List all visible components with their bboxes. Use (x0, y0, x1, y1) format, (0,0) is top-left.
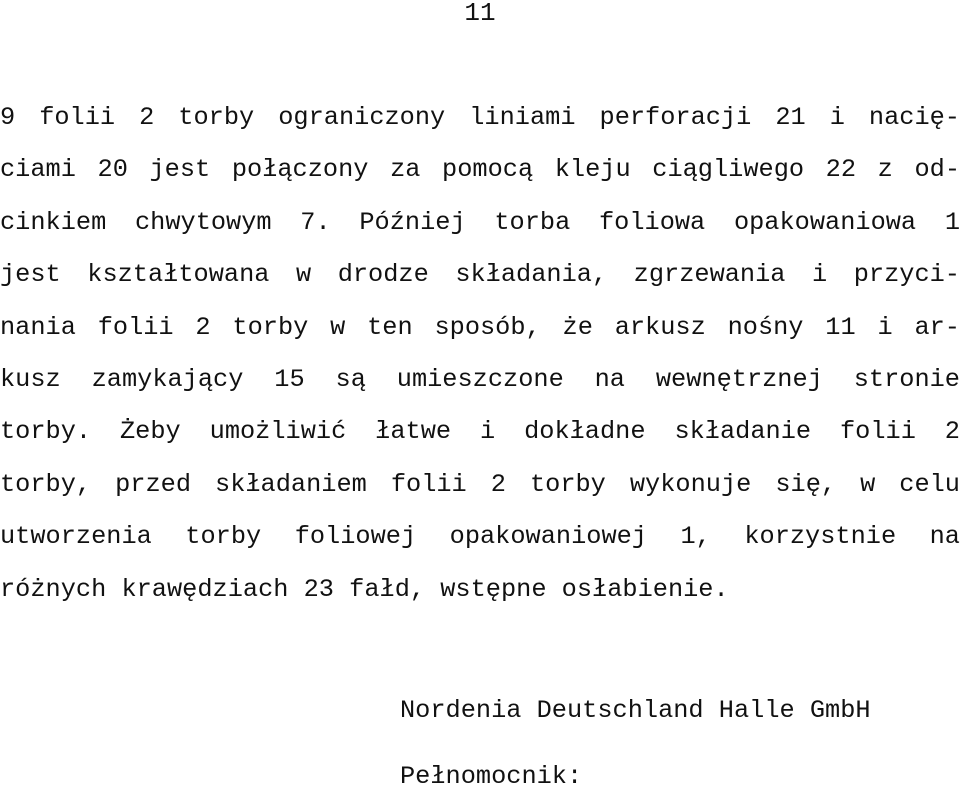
paragraph-line: torby. Żeby umożliwić łatwe i dokładne składanie folii 2 (0, 417, 960, 447)
paragraph-line: jest kształtowana w drodze składania, zgrzewania i przyci- (0, 260, 960, 290)
paragraph-line: nania folii 2 torby w ten sposób, że arkusz nośny 11 i ar- (0, 312, 960, 342)
body-paragraph (0, 92, 960, 616)
paragraph-line: ciami 20 jest połączony za pomocą kleju ciągliwego 22 z od- (0, 155, 960, 185)
paragraph-last-line: różnych krawędziach 23 fałd, wstępne osłabienie. (0, 574, 729, 604)
paragraph-line: cinkiem chwytowym 7. Później torba foliowa opakowaniowa 1 (0, 207, 960, 237)
paragraph-line: 9 folii 2 torby ograniczony liniami perforacji 21 i nacię- (0, 103, 960, 132)
paragraph-line: utworzenia torby foliowej opakowaniowej 1, korzystnie na (0, 522, 960, 552)
paragraph-line: kusz zamykający 15 są umieszczone na wewnętrznej stronie (0, 364, 960, 394)
signature-proxy-label: Pełnomocnik: (400, 762, 583, 791)
signature-company: Nordenia Deutschland Halle GmbH (400, 696, 871, 725)
page-number: 11 (464, 0, 496, 28)
paragraph-line: torby, przed składaniem folii 2 torby wykonuje się, w celu (0, 469, 960, 499)
